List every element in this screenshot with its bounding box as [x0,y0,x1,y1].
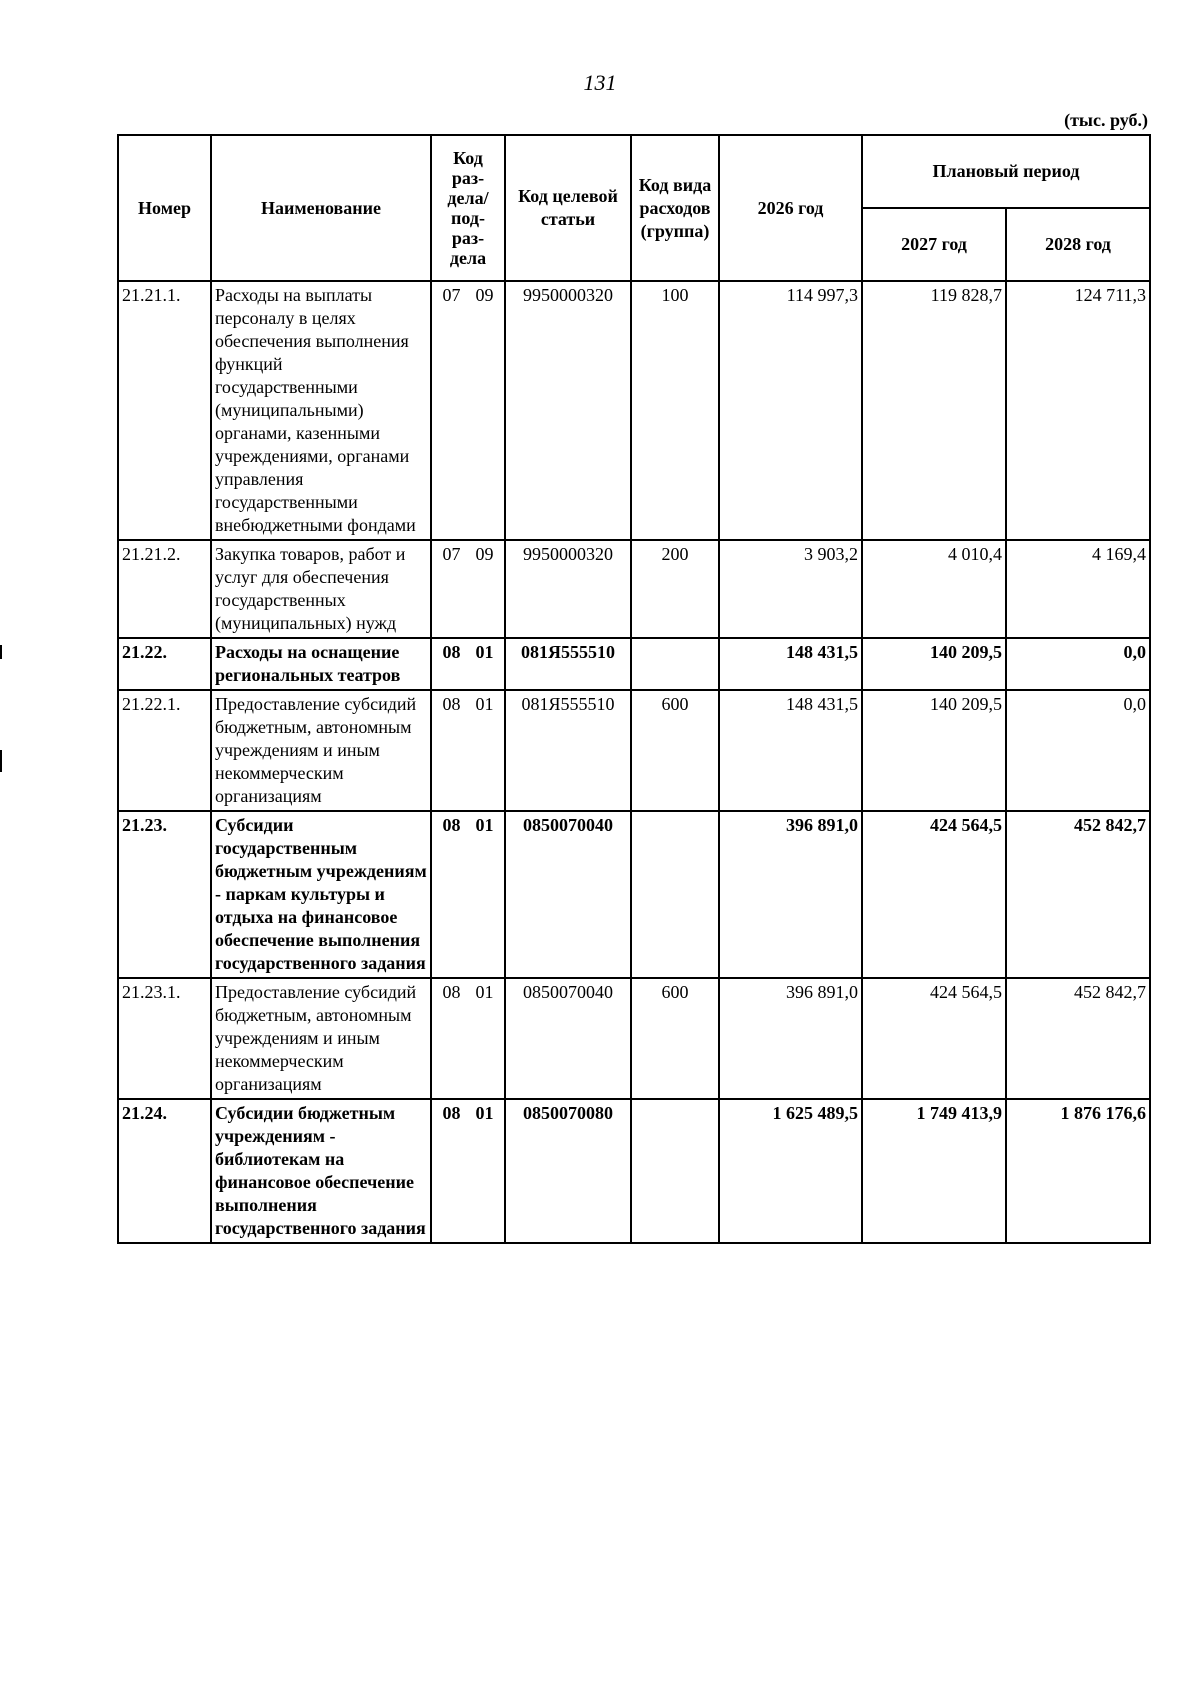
cell-number: 21.23. [118,811,211,978]
cell-target-code: 0850070040 [505,978,631,1099]
cell-section-code [431,690,505,811]
cell-number: 21.24. [118,1099,211,1243]
cell-expense-type: 600 [631,978,719,1099]
section-code: 08 [442,1103,461,1123]
cell-number: 21.23.1. [118,978,211,1099]
cell-number: 21.21.2. [118,540,211,638]
section-code: 08 [442,815,461,835]
cell-target-code: 0850070080 [505,1099,631,1243]
cell-expense-type [631,811,719,978]
cell-number: 21.22. [118,638,211,690]
header-expense-type: Код вида расходов (группа) [631,135,719,281]
page-number: 131 [583,70,617,95]
cell-value-2026: 148 431,5 [719,690,862,811]
cell-name: Субсидии государственным бюджетным учреждениям - паркам культуры и отдыха на финансовое обеспечение выполнения государственного задания [211,811,431,978]
budget-table [117,134,1151,1244]
table-row [118,1099,1150,1243]
cell-expense-type [631,1099,719,1243]
section-code: 07 [442,285,461,305]
header-year-2028: 2028 год [1006,208,1150,281]
cell-value-2028: 452 842,7 [1006,978,1150,1099]
cell-value-2027: 424 564,5 [862,811,1006,978]
subsection-code: 01 [475,694,494,714]
cell-section-code [431,978,505,1099]
header-plan-period: Плановый период [862,135,1150,208]
cell-value-2026: 396 891,0 [719,978,862,1099]
cell-name: Закупка товаров, работ и услуг для обеспечения государственных (муниципальных) нужд [211,540,431,638]
cell-target-code: 9950000320 [505,540,631,638]
table-row [118,978,1150,1099]
cell-expense-type: 100 [631,281,719,540]
cell-value-2028: 1 876 176,6 [1006,1099,1150,1243]
cell-expense-type [631,638,719,690]
table-row [118,690,1150,811]
unit-note: (тыс. руб.) [1064,110,1148,130]
cell-value-2028: 0,0 [1006,638,1150,690]
header-name: Наименование [211,135,431,281]
cell-expense-type: 200 [631,540,719,638]
subsection-code: 01 [475,642,494,662]
cell-section-code [431,1099,505,1243]
cell-target-code: 9950000320 [505,281,631,540]
cell-value-2027: 140 209,5 [862,638,1006,690]
cell-expense-type: 600 [631,690,719,811]
cell-target-code: 081Я555510 [505,638,631,690]
header-section-code: Код раз-дела/ под-раз-дела [431,135,505,281]
cell-name: Предоставление субсидий бюджетным, автономным учреждениям и иным некоммерческим организациям [211,690,431,811]
cell-name: Предоставление субсидий бюджетным, автономным учреждениям и иным некоммерческим организациям [211,978,431,1099]
cell-target-code: 081Я555510 [505,690,631,811]
table-row [118,540,1150,638]
cell-section-code [431,811,505,978]
table-row [118,811,1150,978]
section-code: 08 [442,982,461,1002]
cell-number: 21.21.1. [118,281,211,540]
cell-section-code [431,540,505,638]
cell-name: Расходы на оснащение региональных театров [211,638,431,690]
cell-value-2027: 1 749 413,9 [862,1099,1006,1243]
cell-value-2027: 424 564,5 [862,978,1006,1099]
cell-value-2028: 4 169,4 [1006,540,1150,638]
subsection-code: 09 [475,544,494,564]
header-target-code: Код целевой статьи [505,135,631,281]
cell-value-2027: 119 828,7 [862,281,1006,540]
header-year-2027: 2027 год [862,208,1006,281]
cell-name: Расходы на выплаты персоналу в целях обеспечения выполнения функций государственными (муниципальными) органами, казенными учреждениями, органами управления государственными внебюджетными фондами [211,281,431,540]
cell-target-code: 0850070040 [505,811,631,978]
table-row [118,638,1150,690]
cell-section-code [431,638,505,690]
cell-value-2028: 124 711,3 [1006,281,1150,540]
subsection-code: 01 [475,1103,494,1123]
scan-edge-mark [0,750,2,772]
section-code: 08 [442,642,461,662]
cell-value-2028: 0,0 [1006,690,1150,811]
subsection-code: 01 [475,982,494,1002]
header-number: Номер [118,135,211,281]
cell-value-2028: 452 842,7 [1006,811,1150,978]
cell-section-code [431,281,505,540]
cell-value-2026: 396 891,0 [719,811,862,978]
cell-value-2026: 148 431,5 [719,638,862,690]
cell-value-2026: 3 903,2 [719,540,862,638]
subsection-code: 09 [475,285,494,305]
cell-value-2027: 4 010,4 [862,540,1006,638]
table-row [118,281,1150,540]
section-code: 08 [442,694,461,714]
cell-name: Субсидии бюджетным учреждениям - библиотекам на финансовое обеспечение выполнения государственного задания [211,1099,431,1243]
cell-value-2027: 140 209,5 [862,690,1006,811]
cell-value-2026: 114 997,3 [719,281,862,540]
cell-number: 21.22.1. [118,690,211,811]
cell-value-2026: 1 625 489,5 [719,1099,862,1243]
section-code: 07 [442,544,461,564]
header-year-2026: 2026 год [719,135,862,281]
subsection-code: 01 [475,815,494,835]
scan-edge-mark [0,645,2,659]
